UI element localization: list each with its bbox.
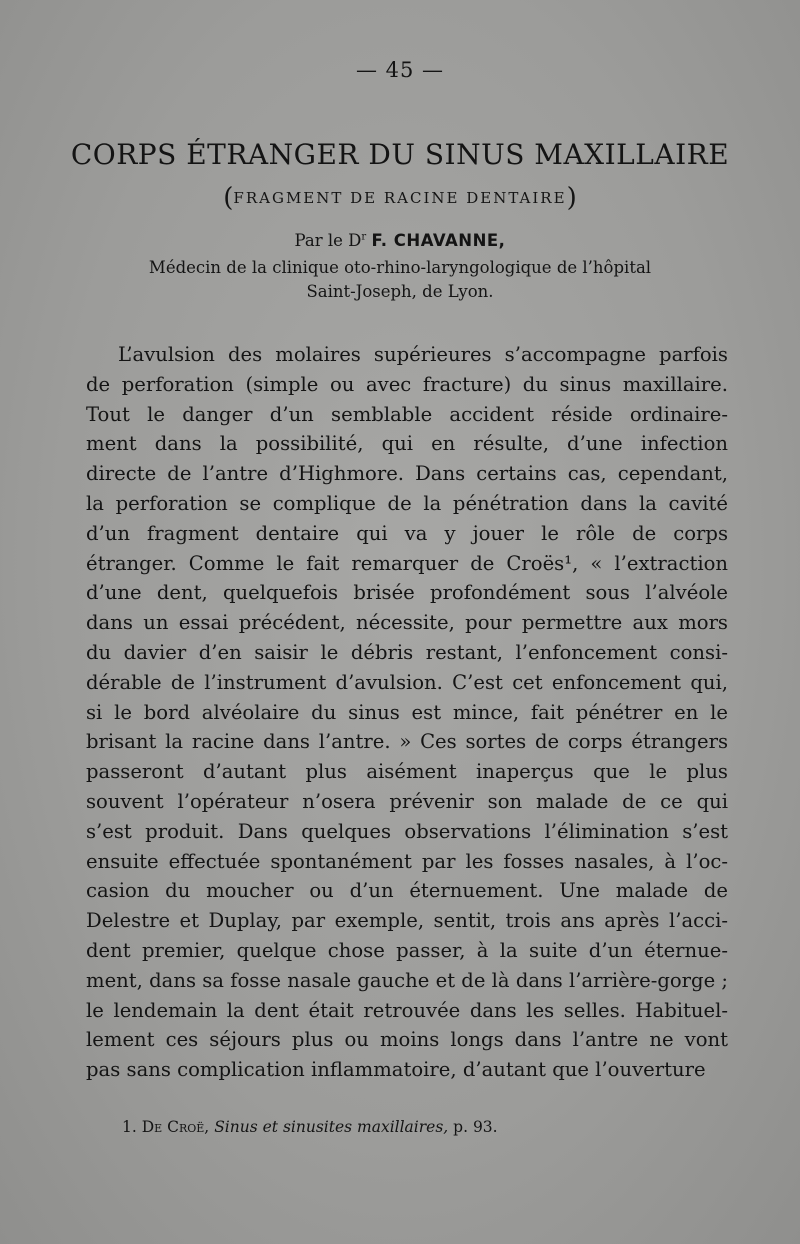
- body-line: dans un essai précédent, nécessite, pour permettre aux mors: [86, 611, 728, 635]
- body-line: ensuite effectuée spontanément par les fosses nasales, à l’oc-: [86, 849, 728, 873]
- body-line: souvent l’opérateur n’osera prévenir son malade de ce qui: [86, 789, 728, 813]
- author-name: F. CHAVANNE,: [371, 231, 506, 250]
- body-line: lement ces séjours plus ou moins longs dans l’antre ne vont: [86, 1028, 728, 1052]
- subtitle-open-paren: (: [223, 183, 234, 213]
- body-line: pas sans complication inflammatoire, d’autant que l’ouverture: [86, 1058, 706, 1082]
- body-line: s’est produit. Dans quelques observations l’élimination s’est: [86, 819, 728, 843]
- body-line: L’avulsion des molaires supérieures s’accompagne parfois: [118, 343, 728, 366]
- body-line: dérable de l’instrument d’avulsion. C’est cet enfoncement qui,: [86, 670, 728, 694]
- body-line: Tout le danger d’un semblable accident réside ordinaire-: [86, 402, 728, 426]
- affiliation-line-1: Médecin de la clinique oto-rhino-laryngologique de l’hôpital: [148, 258, 652, 277]
- footnote-work: Sinus et sinusites maxillaires,: [214, 1118, 449, 1136]
- body-line: d’une dent, quelquefois brisée profondément sous l’alvéole: [86, 581, 728, 605]
- body-line: de perforation (simple ou avec fracture) du sinus maxillaire.: [86, 372, 728, 396]
- byline: [0, 231, 800, 250]
- body-line: étranger. Comme le fait remarquer de Croës¹, « l’extraction: [86, 551, 728, 575]
- body-line: casion du moucher ou d’un éternuement. Une malade de: [86, 879, 728, 903]
- page-number: — 45 —: [355, 58, 445, 82]
- article-title: CORPS ÉTRANGER DU SINUS MAXILLAIRE: [70, 138, 730, 171]
- body-line: brisant la racine dans l’antre. » Ces sortes de corps étrangers: [86, 730, 728, 754]
- footnote: [122, 1118, 498, 1136]
- body-line: Delestre et Duplay, par exemple, sentit, trois ans après l’acci-: [86, 909, 728, 933]
- subtitle-text: FRAGMENT DE RACINE DENTAIRE: [233, 189, 567, 207]
- body-line: le lendemain la dent était retrouvée dans les selles. Habituel-: [86, 998, 728, 1022]
- body-line: du davier d’en saisir le débris restant, l’enfoncement consi-: [86, 640, 728, 664]
- body-line: directe de l’antre d’Highmore. Dans certains cas, cependant,: [86, 462, 728, 486]
- article-subtitle: [0, 183, 800, 213]
- body-line: ment, dans sa fosse nasale gauche et de là dans l’arrière-gorge ;: [86, 968, 728, 992]
- body-paragraph: [86, 340, 728, 1085]
- body-line: dent premier, quelque chose passer, à la suite d’un éternue-: [86, 938, 728, 962]
- byline-prefix: Par le D: [294, 231, 362, 250]
- body-line: la perforation se complique de la pénétration dans la cavité: [86, 491, 728, 515]
- body-line: ment dans la possibilité, qui en résulte, d’une infection: [86, 432, 728, 456]
- footnote-page: p. 93.: [453, 1118, 498, 1136]
- body-line: d’un fragment dentaire qui va y jouer le rôle de corps: [86, 521, 728, 545]
- affiliation-line-2: Saint-Joseph, de Lyon.: [306, 282, 494, 301]
- footnote-marker: 1.: [122, 1118, 137, 1136]
- body-line: passeront d’autant plus aisément inaperçus que le plus: [86, 760, 728, 784]
- byline-sup: r: [361, 231, 367, 243]
- body-line: si le bord alvéolaire du sinus est mince, fait pénétrer en le: [86, 700, 728, 724]
- subtitle-close-paren: ): [566, 183, 577, 213]
- footnote-author: De Croë,: [141, 1118, 210, 1136]
